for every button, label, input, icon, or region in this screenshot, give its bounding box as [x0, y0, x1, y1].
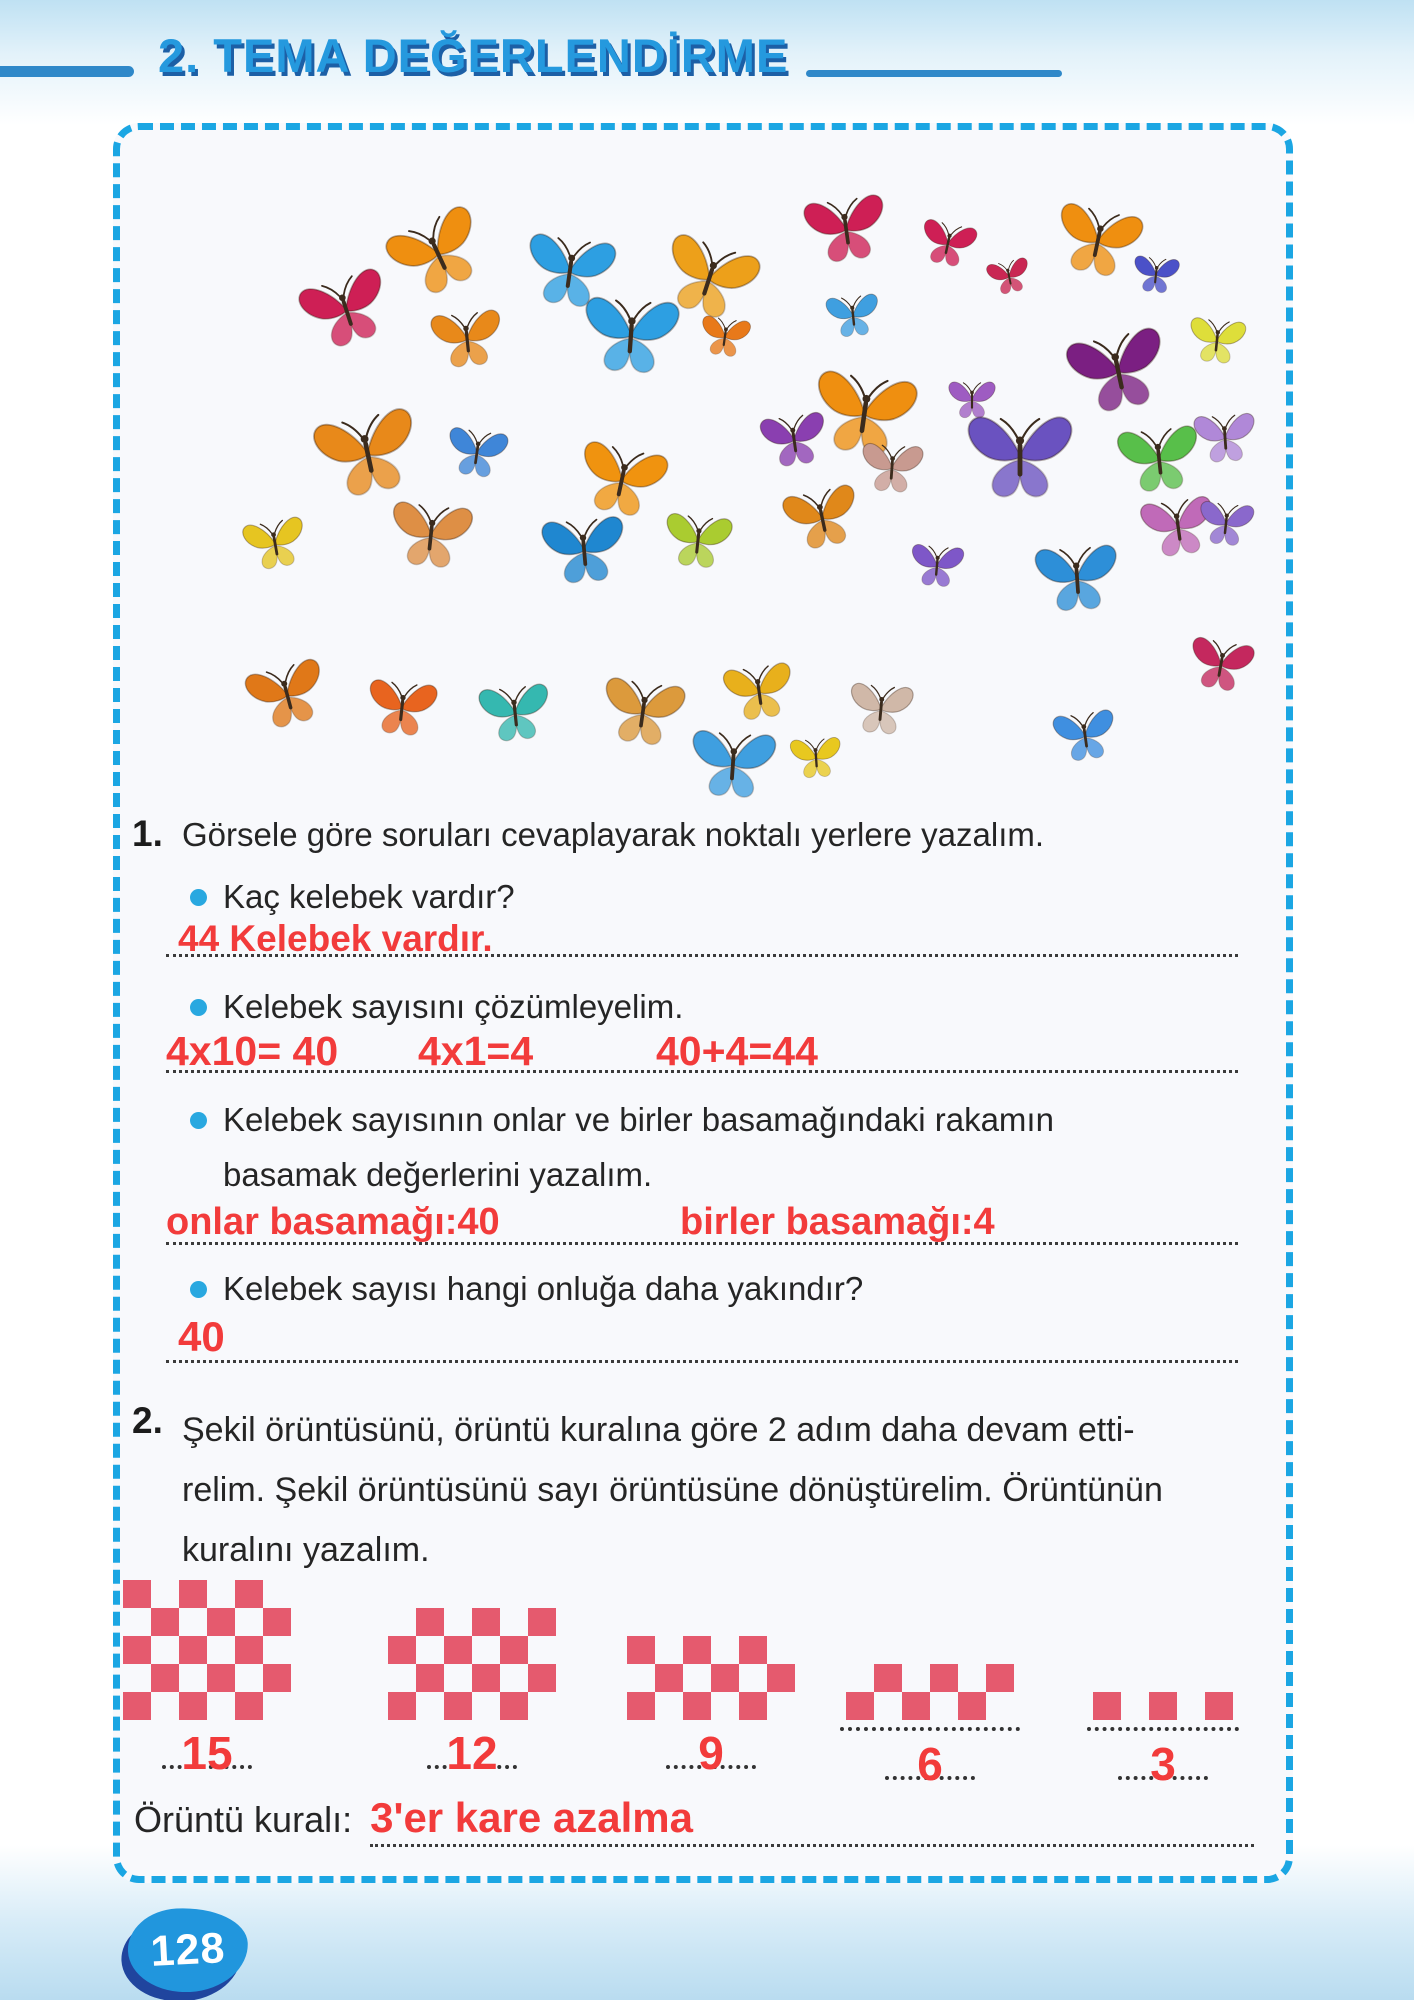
butterfly-icon	[960, 395, 1080, 515]
pattern-cell	[263, 1636, 291, 1664]
pattern-underline	[1087, 1725, 1239, 1731]
pattern-cell	[416, 1608, 444, 1636]
pattern-cell	[388, 1664, 416, 1692]
q1-answer-1: 44 Kelebek vardır.	[178, 918, 493, 959]
pattern-cell	[444, 1608, 472, 1636]
pattern-rule-answer: 3'er kare azalma	[370, 1794, 693, 1841]
butterfly-icon	[752, 397, 836, 481]
header-rule-left	[0, 66, 134, 77]
question-1-number: 1.	[132, 813, 163, 854]
bullet-dot-icon	[190, 1112, 207, 1129]
pattern-cell	[416, 1664, 444, 1692]
pattern-cell	[500, 1608, 528, 1636]
pattern-cell	[528, 1608, 556, 1636]
pattern-cell	[683, 1636, 711, 1664]
butterfly-icon	[1179, 622, 1262, 705]
pattern-cell	[444, 1664, 472, 1692]
pattern-rule-label: Örüntü kuralı:	[134, 1799, 353, 1840]
butterfly-icon	[682, 712, 784, 814]
pattern-cell	[235, 1692, 263, 1720]
q1-bullet-3-text-line1: Kelebek sayısının onlar ve birler basamağındaki rakamın	[223, 1101, 1054, 1138]
pattern-cell	[627, 1664, 655, 1692]
butterfly-icon	[471, 668, 559, 756]
pattern-sequence	[120, 1560, 1286, 1830]
q1-bullet-3-text-line2: basamak değerlerini yazalım.	[223, 1156, 653, 1193]
pattern-cell	[207, 1580, 235, 1608]
pattern-cell	[500, 1692, 528, 1720]
pattern-cell	[683, 1664, 711, 1692]
butterfly-icon	[772, 467, 872, 567]
butterfly-icon	[1045, 695, 1124, 774]
pattern-cell	[655, 1692, 683, 1720]
pattern-count: 3	[1150, 1738, 1176, 1790]
q1-bullet-2	[190, 988, 683, 1026]
pattern-cell	[627, 1636, 655, 1664]
pattern-cell	[500, 1664, 528, 1692]
pattern-cell	[416, 1636, 444, 1664]
q1-answer-2a: 4x10= 40	[166, 1028, 339, 1074]
butterfly-icon	[693, 304, 756, 367]
q1-answer-3b: birler basamağı:4	[680, 1201, 995, 1243]
pattern-cell	[235, 1580, 263, 1608]
checker-pattern	[123, 1580, 291, 1779]
pattern-cell	[1093, 1692, 1121, 1720]
pattern-cell	[902, 1692, 930, 1720]
pattern-count: 6	[917, 1738, 943, 1790]
butterfly-icon	[573, 276, 688, 391]
butterfly-icon	[981, 248, 1038, 305]
pattern-cell	[1205, 1692, 1233, 1720]
pattern-cell	[986, 1692, 1014, 1720]
pattern-cell	[472, 1692, 500, 1720]
butterfly-icon	[1182, 305, 1252, 375]
butterfly-icon	[911, 206, 985, 280]
answer-line	[166, 954, 1238, 957]
pattern-cell	[179, 1580, 207, 1608]
butterfly-icon	[1127, 245, 1184, 302]
pattern-rule-row	[134, 1794, 1254, 1847]
pattern-cell	[235, 1608, 263, 1636]
pattern-cell	[902, 1664, 930, 1692]
pattern-cell	[500, 1636, 528, 1664]
pattern-cell	[207, 1664, 235, 1692]
butterfly-icon	[533, 498, 635, 600]
butterfly-icon	[233, 640, 341, 748]
q1-answer-4: 40	[178, 1313, 225, 1360]
header-rule-right	[806, 70, 1062, 77]
bullet-dot-icon	[190, 889, 207, 906]
butterfly-icon	[591, 659, 695, 763]
activity-border-box	[113, 123, 1293, 1883]
pattern-cell	[711, 1636, 739, 1664]
butterfly-icon	[794, 176, 898, 280]
butterfly-icon	[380, 483, 481, 584]
butterfly-icon	[234, 502, 315, 583]
pattern-cell	[739, 1664, 767, 1692]
pattern-cell	[874, 1692, 902, 1720]
page-number-badge	[126, 1905, 250, 1995]
butterfly-icon	[656, 498, 740, 582]
pattern-cell	[263, 1692, 291, 1720]
pattern-cell	[655, 1664, 683, 1692]
answer-line	[166, 1070, 1238, 1073]
q1-answer-2c: 40+4=44	[656, 1028, 818, 1074]
pattern-cell	[472, 1664, 500, 1692]
pattern-count: 9	[698, 1727, 724, 1779]
pattern-cell	[263, 1580, 291, 1608]
pattern-cell	[739, 1636, 767, 1664]
q1-bullet-4	[190, 1270, 863, 1308]
pattern-cell	[179, 1636, 207, 1664]
pattern-cell	[930, 1692, 958, 1720]
page-number: 128	[149, 1923, 227, 1976]
pattern-cell	[683, 1692, 711, 1720]
question-2-prompt-line1: Şekil örüntüsünü, örüntü kuralına göre 2 adım daha devam etti-	[182, 1411, 1135, 1449]
pattern-count: 15	[181, 1727, 233, 1779]
pattern-cell	[151, 1636, 179, 1664]
question-1	[132, 813, 1044, 857]
checker-pattern	[1087, 1692, 1239, 1790]
pattern-cell	[528, 1636, 556, 1664]
question-2-number: 2.	[132, 1400, 163, 1441]
pattern-cell	[235, 1664, 263, 1692]
answer-line	[370, 1794, 1254, 1847]
pattern-cell	[179, 1608, 207, 1636]
q1-bullet-4-text: Kelebek sayısı hangi onluğa daha yakındır?	[223, 1270, 864, 1307]
q1-bullet-1-text: Kaç kelebek vardır?	[223, 878, 515, 915]
pattern-cell	[739, 1692, 767, 1720]
butterfly-icon	[359, 664, 445, 750]
butterfly-icon	[785, 726, 847, 788]
pattern-cell	[767, 1664, 795, 1692]
butterfly-icon	[1027, 527, 1127, 627]
pattern-cell	[151, 1608, 179, 1636]
pattern-cell	[1121, 1692, 1149, 1720]
pattern-cell	[179, 1692, 207, 1720]
pattern-cell	[207, 1636, 235, 1664]
answer-line	[166, 1360, 1238, 1363]
butterfly-icon	[904, 532, 969, 597]
pattern-cell	[207, 1692, 235, 1720]
butterfly-icon	[423, 294, 511, 382]
pattern-cell	[767, 1636, 795, 1664]
pattern-cell	[151, 1580, 179, 1608]
pattern-cell	[711, 1692, 739, 1720]
checker-pattern	[388, 1608, 556, 1779]
q1-answer-3a: onlar basamağı:40	[166, 1201, 500, 1243]
pattern-cell	[388, 1608, 416, 1636]
pattern-cell	[123, 1664, 151, 1692]
q1-bullet-2-text: Kelebek sayısını çözümleyelim.	[223, 988, 684, 1025]
pattern-count: 12	[446, 1727, 498, 1779]
butterfly-icon	[820, 282, 886, 348]
pattern-cell	[444, 1636, 472, 1664]
q1-bullet-1	[190, 878, 515, 916]
butterfly-icon	[1192, 489, 1260, 557]
pattern-cell	[655, 1636, 683, 1664]
pattern-cell	[874, 1664, 902, 1692]
butterfly-icon	[1188, 400, 1263, 475]
pattern-cell	[444, 1692, 472, 1720]
pattern-cell	[123, 1580, 151, 1608]
butterfly-icon	[842, 669, 920, 747]
pattern-cell	[1149, 1692, 1177, 1720]
pattern-cell	[388, 1692, 416, 1720]
pattern-cell	[235, 1636, 263, 1664]
pattern-cell	[472, 1636, 500, 1664]
question-2-prompt-line2: relim. Şekil örüntüsünü sayı örüntüsüne dönüştürelim. Örüntünün	[182, 1471, 1163, 1509]
page-title: 2. TEMA DEĞERLENDİRME	[158, 29, 789, 82]
pattern-cell	[930, 1664, 958, 1692]
q1-answer-2b: 4x1=4	[418, 1028, 534, 1074]
pattern-cell	[846, 1692, 874, 1720]
pattern-cell	[123, 1636, 151, 1664]
checker-pattern	[840, 1664, 1020, 1790]
pattern-cell	[528, 1664, 556, 1692]
pattern-cell	[528, 1692, 556, 1720]
pattern-cell	[472, 1608, 500, 1636]
pattern-cell	[123, 1608, 151, 1636]
pattern-cell	[846, 1664, 874, 1692]
pattern-cell	[767, 1692, 795, 1720]
question-2-prompt-line3: kuralını yazalım.	[182, 1531, 430, 1569]
pattern-cell	[263, 1608, 291, 1636]
pattern-cell	[263, 1664, 291, 1692]
bullet-dot-icon	[190, 1281, 207, 1298]
pattern-cell	[711, 1664, 739, 1692]
pattern-cell	[123, 1692, 151, 1720]
q1-bullet-3	[190, 1101, 1054, 1139]
pattern-cell	[207, 1608, 235, 1636]
pattern-cell	[958, 1692, 986, 1720]
pattern-cell	[179, 1664, 207, 1692]
butterfly-icon	[855, 430, 930, 505]
question-1-prompt: Görsele göre soruları cevaplayarak noktalı yerlere yazalım.	[182, 816, 1045, 853]
pattern-cell	[416, 1692, 444, 1720]
pattern-cell	[958, 1664, 986, 1692]
pattern-cell	[388, 1636, 416, 1664]
pattern-cell	[627, 1692, 655, 1720]
pattern-cell	[986, 1664, 1014, 1692]
checker-pattern	[627, 1636, 795, 1779]
question-2	[132, 1400, 1163, 1580]
pattern-cell	[1177, 1692, 1205, 1720]
bullet-dot-icon	[190, 999, 207, 1016]
butterfly-collage	[145, 140, 1275, 800]
pattern-underline	[840, 1725, 1020, 1731]
pattern-cell	[151, 1664, 179, 1692]
answer-line	[166, 1242, 1238, 1245]
pattern-cell	[151, 1692, 179, 1720]
butterfly-icon	[439, 414, 516, 491]
